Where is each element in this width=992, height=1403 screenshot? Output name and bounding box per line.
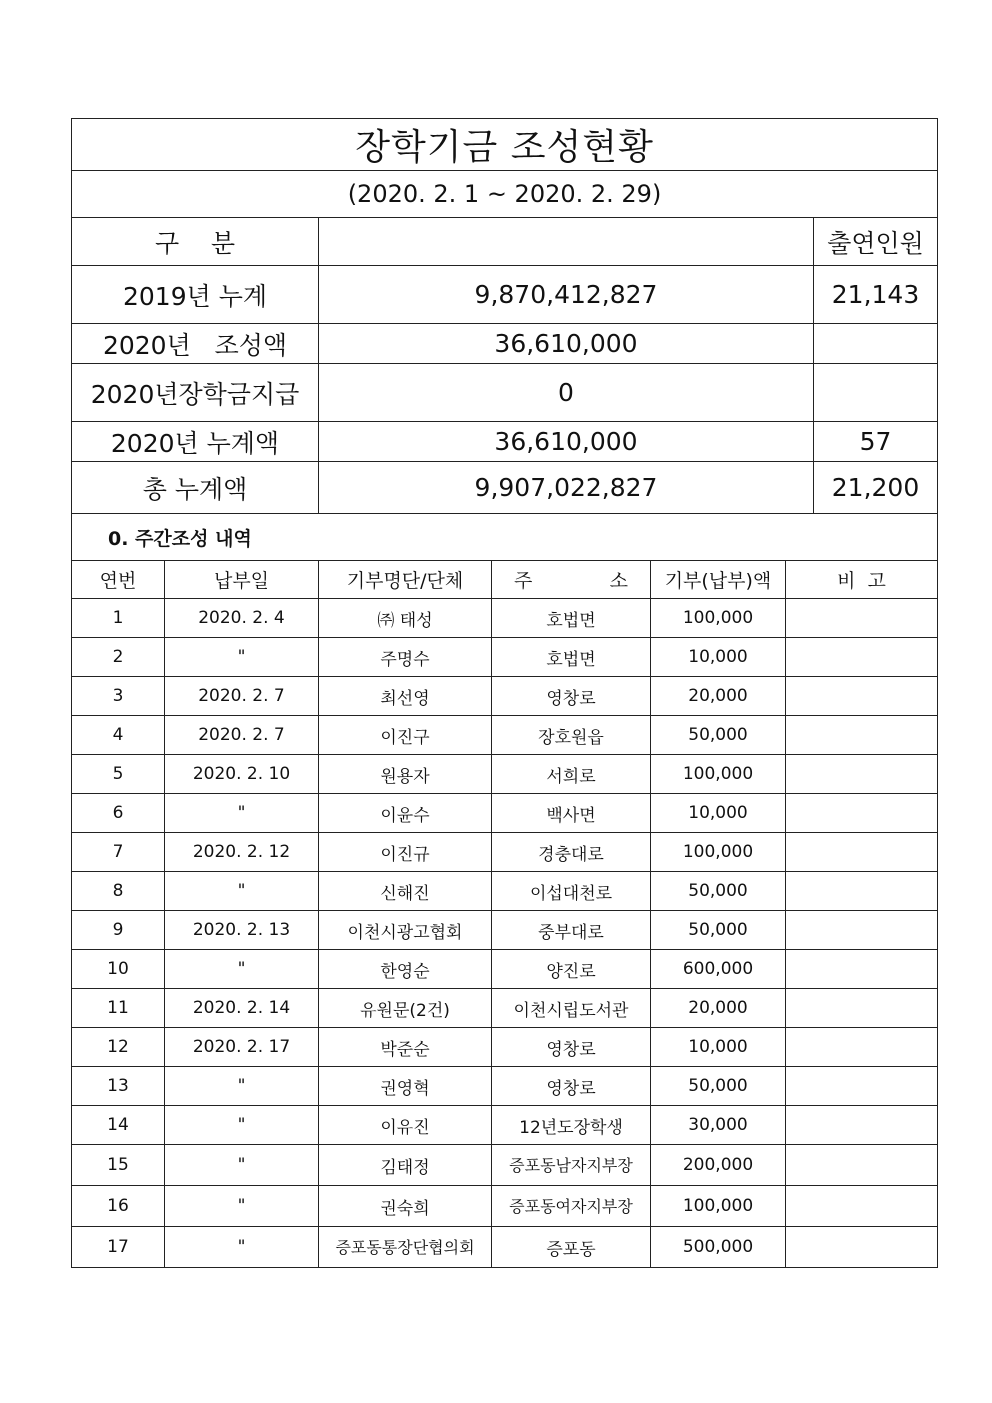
cell-no: 5 bbox=[72, 755, 165, 794]
cell-no: 14 bbox=[72, 1106, 165, 1145]
cell-no: 7 bbox=[72, 833, 165, 872]
cell-amount: 10,000 bbox=[651, 794, 786, 833]
cell-note bbox=[786, 1106, 938, 1145]
cell-no: 11 bbox=[72, 989, 165, 1028]
summary-amount: 0 bbox=[319, 364, 814, 422]
cell-note bbox=[786, 1028, 938, 1067]
cell-note bbox=[786, 638, 938, 677]
cell-date: 2020. 2. 7 bbox=[165, 716, 319, 755]
summary-header-category: 구 분 bbox=[72, 218, 319, 266]
cell-amount: 100,000 bbox=[651, 1186, 786, 1227]
cell-amount: 50,000 bbox=[651, 872, 786, 911]
cell-address: 영창로 bbox=[492, 1028, 651, 1067]
cell-address: 증포동남자지부장 bbox=[492, 1145, 651, 1186]
cell-address: 장호원읍 bbox=[492, 716, 651, 755]
cell-address: 중부대로 bbox=[492, 911, 651, 950]
table-row bbox=[72, 1067, 938, 1106]
cell-note bbox=[786, 950, 938, 989]
table-row bbox=[72, 1028, 938, 1067]
cell-date: " bbox=[165, 1186, 319, 1227]
summary-donors bbox=[814, 324, 938, 364]
cell-amount: 50,000 bbox=[651, 911, 786, 950]
table-row bbox=[72, 638, 938, 677]
summary-donors bbox=[814, 364, 938, 422]
period-range: (2020. 2. 1 ~ 2020. 2. 29) bbox=[72, 171, 938, 218]
cell-donor: 권숙희 bbox=[319, 1186, 492, 1227]
cell-note bbox=[786, 1145, 938, 1186]
summary-row bbox=[72, 422, 938, 462]
cell-note bbox=[786, 833, 938, 872]
summary-amount: 9,907,022,827 bbox=[319, 462, 814, 514]
cell-no: 6 bbox=[72, 794, 165, 833]
cell-note bbox=[786, 911, 938, 950]
table-row bbox=[72, 1106, 938, 1145]
cell-date: 2020. 2. 13 bbox=[165, 911, 319, 950]
summary-header-amount bbox=[319, 218, 814, 266]
report-sheet bbox=[71, 118, 937, 1268]
table-row bbox=[72, 677, 938, 716]
cell-no: 4 bbox=[72, 716, 165, 755]
cell-note bbox=[786, 599, 938, 638]
cell-date: " bbox=[165, 1227, 319, 1268]
cell-note bbox=[786, 1186, 938, 1227]
summary-amount: 36,610,000 bbox=[319, 324, 814, 364]
cell-amount: 100,000 bbox=[651, 833, 786, 872]
col-header-address-2: 소 bbox=[609, 570, 628, 592]
cell-note bbox=[786, 716, 938, 755]
cell-amount: 50,000 bbox=[651, 1067, 786, 1106]
cell-note bbox=[786, 755, 938, 794]
cell-note bbox=[786, 1067, 938, 1106]
cell-note bbox=[786, 677, 938, 716]
cell-date: " bbox=[165, 1067, 319, 1106]
summary-amount: 9,870,412,827 bbox=[319, 266, 814, 324]
table-row bbox=[72, 1145, 938, 1186]
table-row bbox=[72, 989, 938, 1028]
summary-label: 2019년 누계 bbox=[72, 266, 319, 324]
cell-amount: 30,000 bbox=[651, 1106, 786, 1145]
table-row bbox=[72, 794, 938, 833]
cell-no: 15 bbox=[72, 1145, 165, 1186]
col-header-no: 연번 bbox=[72, 561, 165, 599]
cell-amount: 600,000 bbox=[651, 950, 786, 989]
cell-amount: 20,000 bbox=[651, 989, 786, 1028]
cell-donor: 신해진 bbox=[319, 872, 492, 911]
cell-amount: 50,000 bbox=[651, 716, 786, 755]
cell-no: 9 bbox=[72, 911, 165, 950]
cell-donor: 최선영 bbox=[319, 677, 492, 716]
summary-row bbox=[72, 266, 938, 324]
cell-note bbox=[786, 794, 938, 833]
summary-label: 2020년장학금지급 bbox=[72, 364, 319, 422]
cell-date: " bbox=[165, 1145, 319, 1186]
cell-donor: 권영혁 bbox=[319, 1067, 492, 1106]
col-header-note: 비 고 bbox=[786, 561, 938, 599]
table-row bbox=[72, 911, 938, 950]
table-row bbox=[72, 872, 938, 911]
page-title: 장학기금 조성현황 bbox=[72, 119, 938, 171]
table-row bbox=[72, 950, 938, 989]
summary-header-donors: 출연인원 bbox=[814, 218, 938, 266]
table-row bbox=[72, 833, 938, 872]
cell-date: " bbox=[165, 950, 319, 989]
cell-date: " bbox=[165, 1106, 319, 1145]
cell-donor: 이유진 bbox=[319, 1106, 492, 1145]
cell-donor: 이진구 bbox=[319, 716, 492, 755]
cell-address: 증포동여자지부장 bbox=[492, 1186, 651, 1227]
cell-address: 이섭대천로 bbox=[492, 872, 651, 911]
summary-row bbox=[72, 324, 938, 364]
col-header-date: 납부일 bbox=[165, 561, 319, 599]
cell-no: 17 bbox=[72, 1227, 165, 1268]
cell-donor: 이진규 bbox=[319, 833, 492, 872]
col-header-address bbox=[492, 561, 651, 599]
cell-amount: 100,000 bbox=[651, 755, 786, 794]
cell-amount: 500,000 bbox=[651, 1227, 786, 1268]
cell-donor: 증포동통장단협의회 bbox=[319, 1227, 492, 1268]
cell-address: 이천시립도서관 bbox=[492, 989, 651, 1028]
cell-donor: ㈜ 태성 bbox=[319, 599, 492, 638]
donation-table bbox=[71, 560, 938, 1268]
cell-donor: 유원문(2건) bbox=[319, 989, 492, 1028]
summary-label: 2020년 조성액 bbox=[72, 324, 319, 364]
cell-no: 10 bbox=[72, 950, 165, 989]
cell-amount: 10,000 bbox=[651, 638, 786, 677]
summary-donors: 21,143 bbox=[814, 266, 938, 324]
cell-amount: 20,000 bbox=[651, 677, 786, 716]
cell-date: 2020. 2. 10 bbox=[165, 755, 319, 794]
summary-donors: 21,200 bbox=[814, 462, 938, 514]
summary-row bbox=[72, 462, 938, 514]
cell-address: 경충대로 bbox=[492, 833, 651, 872]
table-row bbox=[72, 1186, 938, 1227]
table-row bbox=[72, 716, 938, 755]
cell-date: 2020. 2. 14 bbox=[165, 989, 319, 1028]
summary-donors: 57 bbox=[814, 422, 938, 462]
cell-amount: 10,000 bbox=[651, 1028, 786, 1067]
cell-no: 3 bbox=[72, 677, 165, 716]
cell-address: 백사면 bbox=[492, 794, 651, 833]
section-title: 0. 주간조성 내역 bbox=[72, 514, 938, 561]
table-row bbox=[72, 599, 938, 638]
table-row bbox=[72, 755, 938, 794]
cell-address: 서희로 bbox=[492, 755, 651, 794]
cell-donor: 이윤수 bbox=[319, 794, 492, 833]
cell-date: " bbox=[165, 872, 319, 911]
cell-address: 호법면 bbox=[492, 599, 651, 638]
cell-amount: 100,000 bbox=[651, 599, 786, 638]
cell-date: 2020. 2. 12 bbox=[165, 833, 319, 872]
summary-label: 총 누계액 bbox=[72, 462, 319, 514]
cell-donor: 원용자 bbox=[319, 755, 492, 794]
cell-address: 영창로 bbox=[492, 1067, 651, 1106]
summary-table bbox=[71, 118, 938, 561]
cell-donor: 이천시광고협회 bbox=[319, 911, 492, 950]
cell-date: " bbox=[165, 794, 319, 833]
cell-date: 2020. 2. 7 bbox=[165, 677, 319, 716]
cell-no: 2 bbox=[72, 638, 165, 677]
cell-note bbox=[786, 989, 938, 1028]
cell-donor: 한영순 bbox=[319, 950, 492, 989]
cell-note bbox=[786, 872, 938, 911]
cell-no: 12 bbox=[72, 1028, 165, 1067]
cell-note bbox=[786, 1227, 938, 1268]
cell-address: 영창로 bbox=[492, 677, 651, 716]
table-row bbox=[72, 1227, 938, 1268]
cell-donor: 주명수 bbox=[319, 638, 492, 677]
cell-date: 2020. 2. 4 bbox=[165, 599, 319, 638]
cell-donor: 김태정 bbox=[319, 1145, 492, 1186]
cell-donor: 박준순 bbox=[319, 1028, 492, 1067]
cell-no: 8 bbox=[72, 872, 165, 911]
cell-date: 2020. 2. 17 bbox=[165, 1028, 319, 1067]
cell-date: " bbox=[165, 638, 319, 677]
cell-no: 1 bbox=[72, 599, 165, 638]
cell-address: 12년도장학생 bbox=[492, 1106, 651, 1145]
donation-header-row bbox=[72, 561, 938, 599]
cell-address: 증포동 bbox=[492, 1227, 651, 1268]
summary-row bbox=[72, 364, 938, 422]
cell-no: 13 bbox=[72, 1067, 165, 1106]
col-header-donor: 기부명단/단체 bbox=[319, 561, 492, 599]
cell-amount: 200,000 bbox=[651, 1145, 786, 1186]
summary-label: 2020년 누계액 bbox=[72, 422, 319, 462]
cell-no: 16 bbox=[72, 1186, 165, 1227]
col-header-address-1: 주 bbox=[514, 570, 533, 592]
summary-amount: 36,610,000 bbox=[319, 422, 814, 462]
col-header-amount: 기부(납부)액 bbox=[651, 561, 786, 599]
cell-address: 양진로 bbox=[492, 950, 651, 989]
cell-address: 호법면 bbox=[492, 638, 651, 677]
